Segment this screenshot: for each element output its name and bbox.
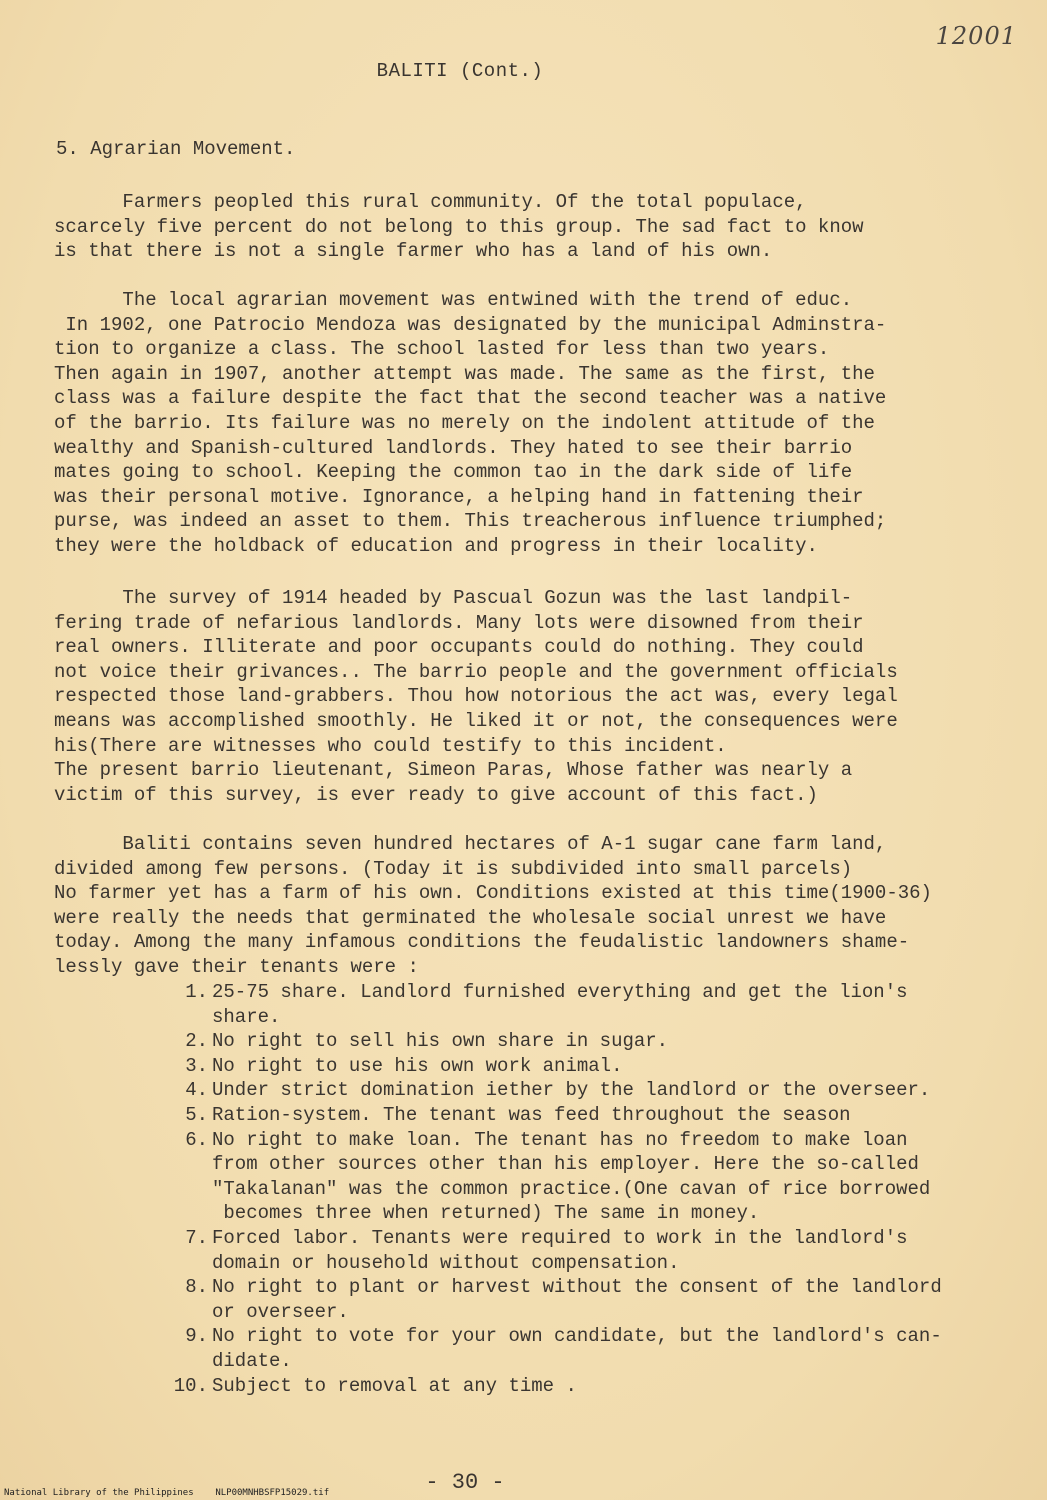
list-item-text: Under strict domination iether by the landlord or the overseer. xyxy=(212,1079,931,1102)
conditions-list xyxy=(160,980,1010,1398)
list-item xyxy=(160,1374,1010,1399)
list-item-text: Forced labor. Tenants were required to work in the landlord's domain or household without compensation. xyxy=(212,1226,908,1274)
list-item xyxy=(160,1324,1010,1373)
list-item xyxy=(160,1054,1010,1079)
list-item-text: 25-75 share. Landlord furnished everything and get the lion's share. xyxy=(212,981,908,1028)
list-item-number: 6. xyxy=(185,1128,208,1151)
list-item-text: Subject to removal at any time . xyxy=(212,1374,577,1397)
list-item-number: 1. xyxy=(185,981,208,1003)
page-number: - 30 - xyxy=(425,1470,505,1495)
list-item xyxy=(160,980,1010,1029)
list-item xyxy=(160,1226,1010,1275)
list-item-number: 3. xyxy=(185,1054,208,1077)
paragraph-conditions-intro: Baliti contains seven hundred hectares of A-1 sugar cane farm land, divided among few persons. (Today it is subdivided into small parcels) No farmer yet has a farm of his own. Conditions existed at this time(1900-36) were really the needs that germinated the wholesale social unrest we have today. Among the many infamous conditions the feudalistic landowners shame- lessly gave their tenants were : xyxy=(54,833,932,978)
list-item-number: 2. xyxy=(185,1030,208,1053)
list-item xyxy=(160,1078,1010,1103)
list-item-text: No right to use his own work animal. xyxy=(212,1054,623,1077)
list-item-number: 10. xyxy=(173,1374,208,1397)
list-item-number: 7. xyxy=(185,1226,208,1249)
page-title: BALITI (Cont.) xyxy=(376,60,544,82)
handwritten-mark: 12001 xyxy=(935,22,1017,50)
archive-footer: National Library of the Philippines NLP00MNHBSFP15029.tif xyxy=(4,1488,330,1498)
list-item xyxy=(160,1029,1010,1054)
list-item-text: No right to sell his own share in sugar. xyxy=(212,1030,669,1053)
list-item-text: No right to vote for your own candidate, but the landlord's can- didate. xyxy=(212,1325,942,1372)
list-item-number: 5. xyxy=(185,1103,208,1126)
list-item xyxy=(160,1275,1010,1324)
list-item xyxy=(160,1128,1010,1226)
paragraph-education: The local agrarian movement was entwined with the trend of educ. In 1902, one Patrocio Mendoza was designated by the municipal Adminstra- tion to organize a class. The school lasted for less than two years. Then again in 1907, another attempt was made. The same as the first, the class was a failure despite the fact that the second teacher was a native of the barrio. Its failure was no merely on the indolent attitude of the wealthy and Spanish-cultured landlords. They hated to see their barrio mates going to school. Keeping the common tao in the dark side of life was their personal motive. Ignorance, a helping hand in fattening their purse, was indeed an asset to them. This treacherous influence triumphed; they were the holdback of education and progress in their locality. xyxy=(54,289,887,557)
section-heading: 5. Agrarian Movement. xyxy=(56,138,296,160)
list-item xyxy=(160,1103,1010,1128)
list-item-text: No right to plant or harvest without the consent of the landlord or overseer. xyxy=(212,1276,942,1323)
list-item-number: 9. xyxy=(185,1325,208,1348)
paragraph-farmers: Farmers peopled this rural community. Of the total populace, scarcely five percent do not belong to this group. The sad fact to know is that there is not a single farmer who has a land of his own. xyxy=(54,191,864,263)
list-item-number: 4. xyxy=(185,1079,208,1102)
paragraph-survey: The survey of 1914 headed by Pascual Gozun was the last landpil- fering trade of nefarious landlords. Many lots were disowned from their real owners. Illiterate and poor occupants could do nothing. They could not voice their grivances.. The barrio people and the government officials respected those land-grabbers. Thou how notorious the act was, every legal means was accomplished smoothly. He liked it or not, the consequences were his(There are witnesses who could testify to this incident. The present barrio lieutenant, Simeon Paras, Whose father was nearly a victim of this survey, is ever ready to give account of this fact.) xyxy=(54,587,898,806)
list-item-text: Ration-system. The tenant was feed throughout the season xyxy=(212,1103,851,1126)
list-item-text: No right to make loan. The tenant has no freedom to make loan from other sources other than his employer. Here the so-called "Takalanan" was the common practice.(One cavan of rice borrowed becomes three when returned) The same in money. xyxy=(212,1128,931,1225)
list-item-number: 8. xyxy=(185,1276,208,1299)
